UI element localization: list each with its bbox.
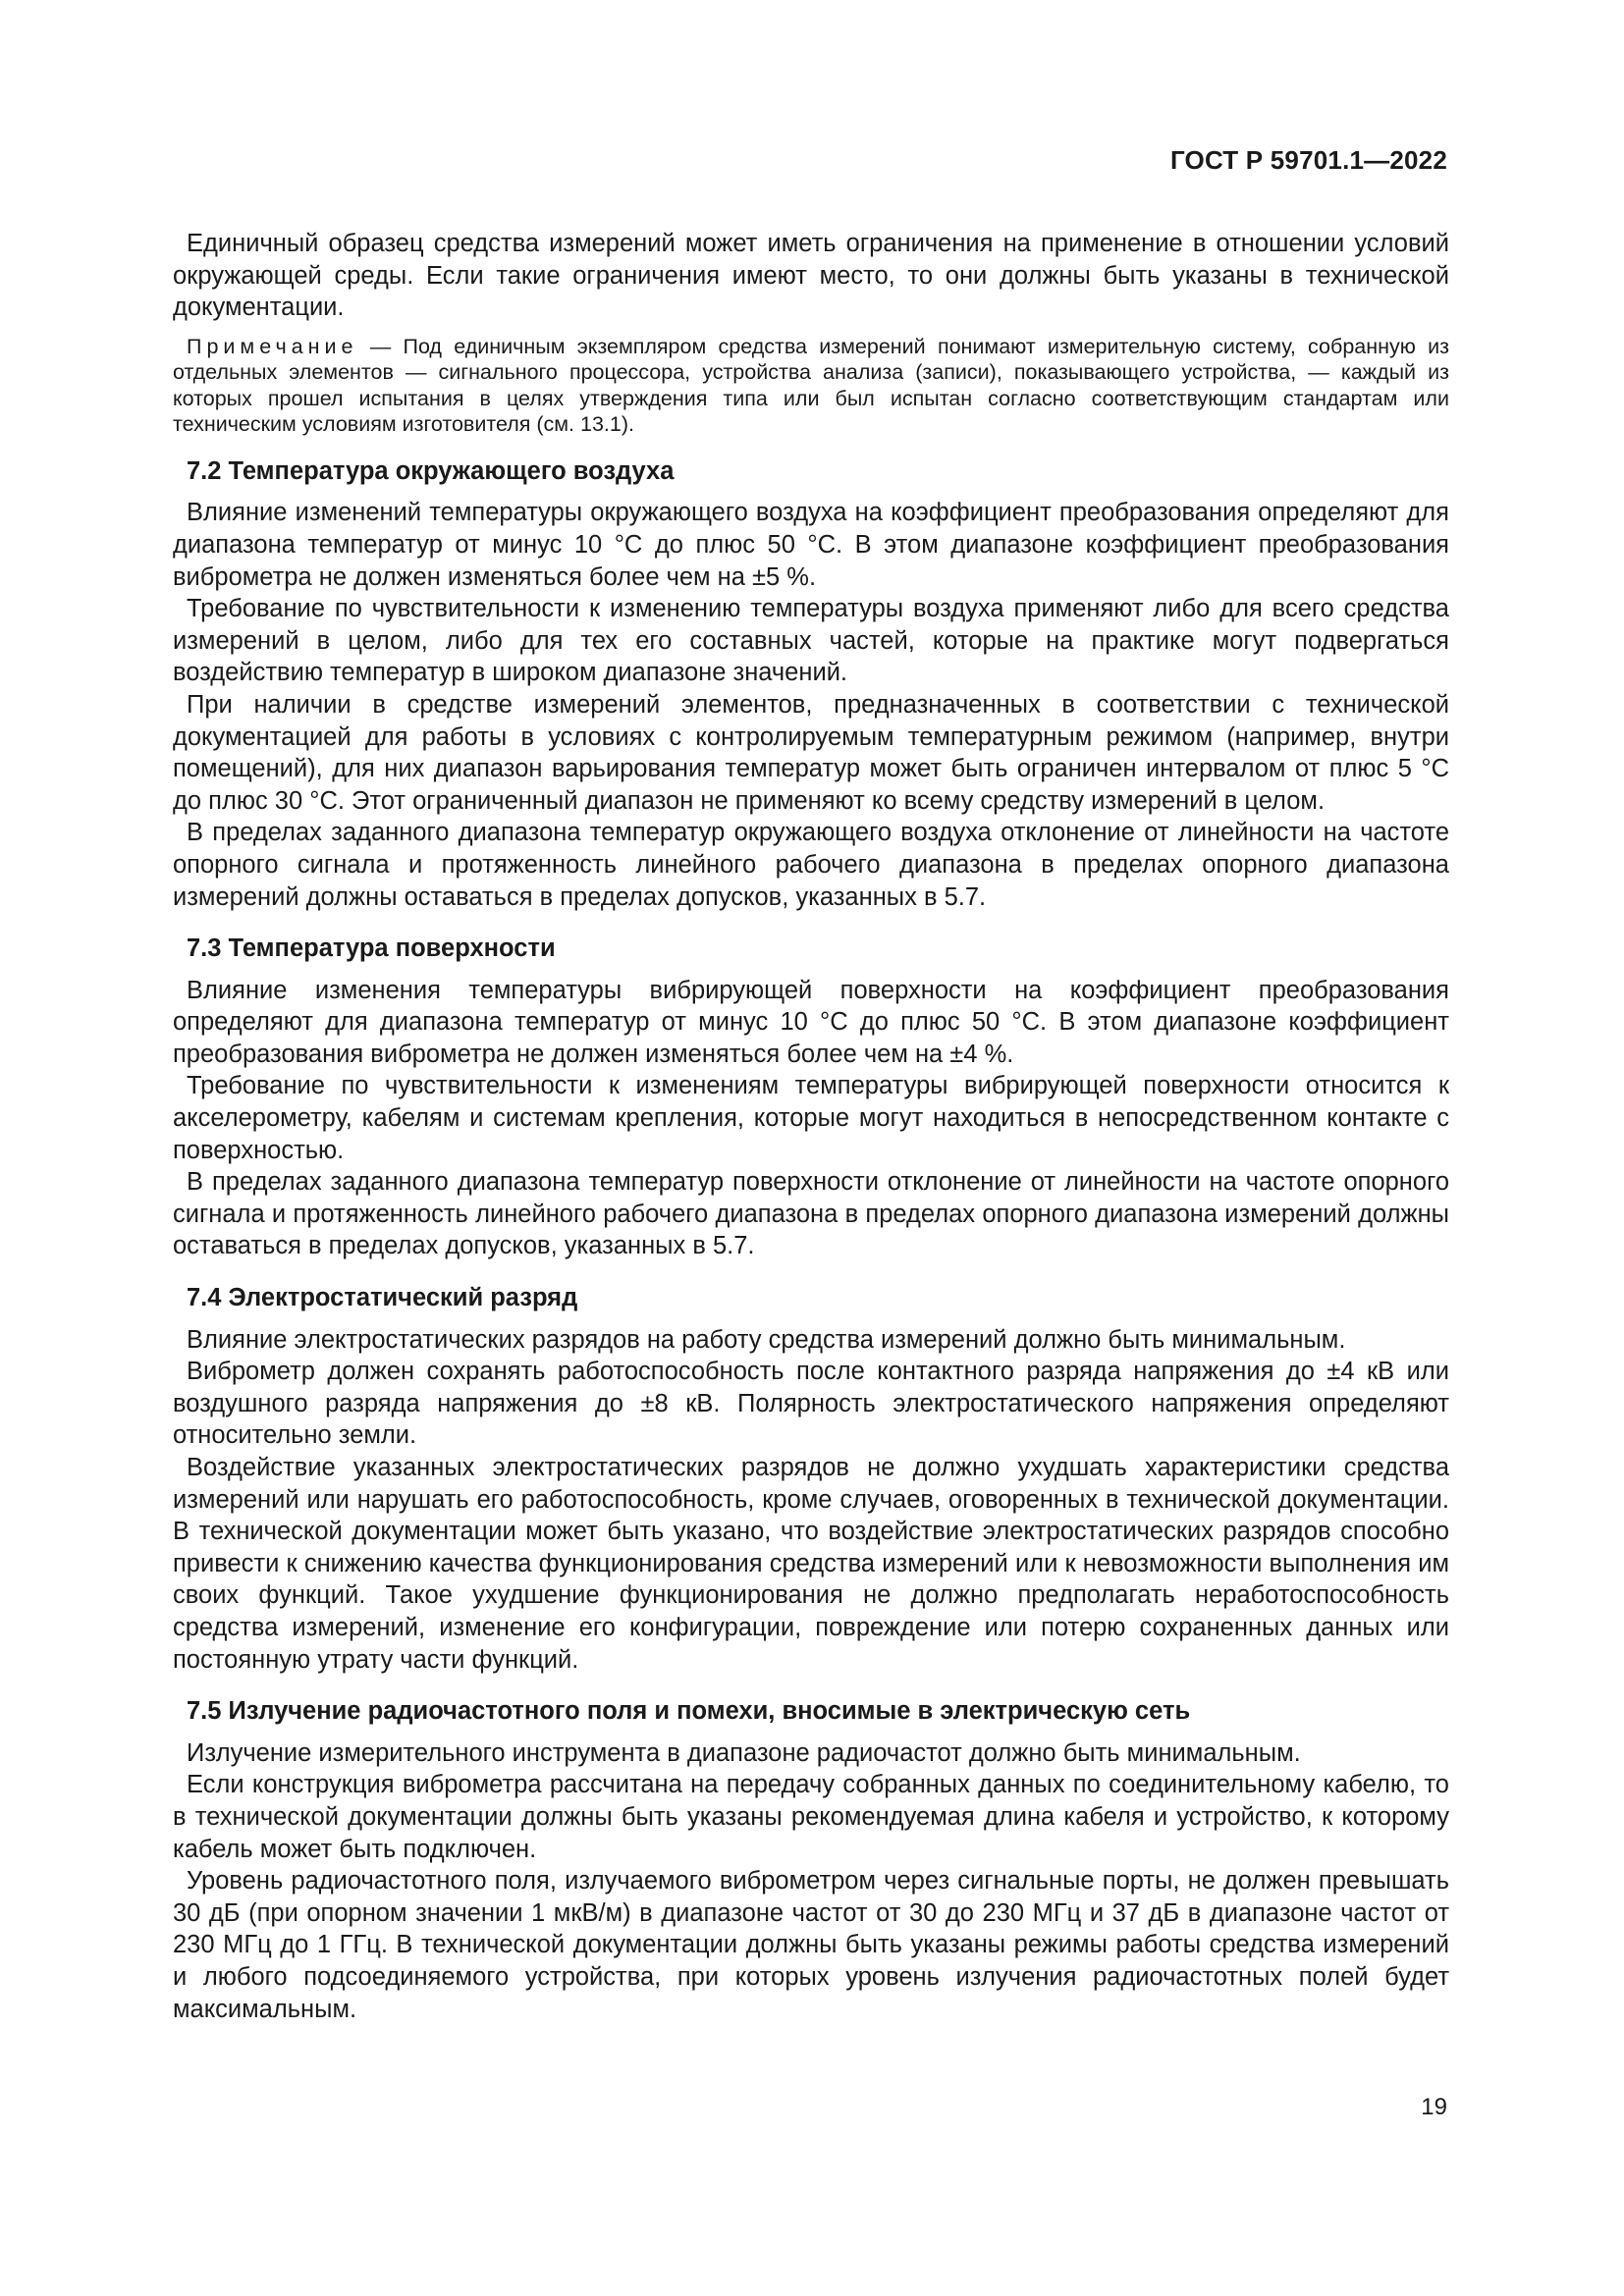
- section-7-5-title: 7.5 Излучение радиочастотного поля и помехи, вносимые в электрическую сеть: [187, 1697, 1191, 1726]
- section-7-2-paragraph: Требование по чувствительности к изменению температуры воздуха применяют либо для всего средства измерений в целом, либо для тех его составных частей, которые на практике могут подвергаться воздействию температур в широком диапазоне значений.: [173, 595, 1449, 687]
- section-7-4-paragraph: Воздействие указанных электростатических разрядов не должно ухудшать характеристики средства измерений или нарушать его работоспособность, кроме случаев, оговоренных в технической документации. В технической документации может быть указано, что воздействие электростатических разрядов способно привести к снижению качества функционирования средства измерений или к невозможности выполнения им своих функций. Такое ухудшение функционирования не должно предполагать неработоспособность средства измерений, изменение его конфигурации, повреждение или потерю сохраненных данных или постоянную утрату части функций.: [173, 1454, 1449, 1674]
- section-7-3-paragraph: Требование по чувствительности к изменениям температуры вибрирующей поверхности относится к акселерометру, кабелям и системам крепления, которые могут находиться в непосредственном контакте с поверхностью.: [173, 1072, 1449, 1164]
- section-7-3-paragraph: В пределах заданного диапазона температур поверхности отклонение от линейности на частоте опорного сигнала и протяженность линейного рабочего диапазона в пределах опорного диапазона измерений должны оставаться в пределах допусков, указанных в 5.7.: [173, 1168, 1449, 1260]
- note-block: [173, 334, 1449, 438]
- section-7-4-title: 7.4 Электростатический разряд: [187, 1284, 578, 1312]
- section-7-5-paragraph: Уровень радиочастотного поля, излучаемого виброметром через сигнальные порты, не должен превышать 30 дБ (при опорном значении 1 мкВ/м) в диапазоне частот от 30 до 230 МГц и 37 дБ в диапазоне частот от 230 МГц до 1 ГГц. В технической документации должны быть указаны режимы работы средства измерений и любого подсоединяемого устройства, при которых уровень излучения радиочастотных полей будет максимальным.: [173, 1867, 1449, 2023]
- section-7-4-paragraph: Виброметр должен сохранять работоспособность после контактного разряда напряжения до ±4 кВ или воздушного разряда напряжения до ±8 кВ. Полярность электростатического напряжения определяют относительно земли.: [173, 1358, 1449, 1450]
- note-text: — Под единичным экземпляром средства измерений понимают измерительную систему, собранную из отдельных элементов — сигнального процессора, устройства анализа (записи), показывающего устройства, — каждый из которых прошел испытания в целях утверждения типа или был испытан согласно соответствующим стандартам или техническим условиям изготовителя (см. 13.1).: [173, 334, 1449, 437]
- document-id-header: ГОСТ Р 59701.1—2022: [1169, 145, 1447, 175]
- note-label: Примечание: [187, 334, 358, 358]
- section-7-5-paragraph: Если конструкция виброметра рассчитана на передачу собранных данных по соединительному кабелю, то в технической документации должны быть указаны рекомендуемая длина кабеля и устройство, к которому кабель может быть подключен.: [173, 1771, 1449, 1863]
- section-7-2-paragraph: Влияние изменений температуры окружающего воздуха на коэффициент преобразования определяют для диапазона температур от минус 10 °C до плюс 50 °C. В этом диапазоне коэффициент преобразования виброметра не должен изменяться более чем на ±5 %.: [173, 499, 1449, 591]
- section-7-3-title: 7.3 Температура поверхности: [187, 934, 556, 963]
- section-7-4-paragraph: Влияние электростатических разрядов на работу средства измерений должно быть минимальным.: [187, 1325, 1346, 1354]
- page-content: [173, 228, 1449, 2025]
- intro-paragraph: Единичный образец средства измерений может иметь ограничения на применение в отношении условий окружающей среды. Если такие ограничения имеют место, то они должны быть указаны в технической документации.: [173, 230, 1449, 322]
- section-7-3-paragraph: Влияние изменения температуры вибрирующей поверхности на коэффициент преобразования определяют для диапазона температур от минус 10 °C до плюс 50 °C. В этом диапазоне коэффициент преобразования виброметра не должен изменяться более чем на ±4 %.: [173, 976, 1449, 1068]
- section-7-2-paragraph: При наличии в средстве измерений элементов, предназначенных в соответствии с технической документацией для работы в условиях с контролируемым температурным режимом (например, внутри помещений), для них диапазон варьирования температур может быть ограничен интервалом от плюс 5 °C до плюс 30 °C. Этот ограниченный диапазон не применяют ко всему средству измерений в целом.: [173, 690, 1449, 815]
- section-7-2-title: 7.2 Температура окружающего воздуха: [187, 456, 675, 485]
- section-7-5-paragraph: Излучение измерительного инструмента в диапазоне радиочастот должно быть минимальным.: [187, 1738, 1301, 1767]
- page-number: 19: [1421, 2094, 1447, 2120]
- section-7-2-paragraph: В пределах заданного диапазона температур окружающего воздуха отклонение от линейности на частоте опорного сигнала и протяженность линейного рабочего диапазона в пределах опорного диапазона измерений должны оставаться в пределах допусков, указанных в 5.7.: [173, 819, 1449, 911]
